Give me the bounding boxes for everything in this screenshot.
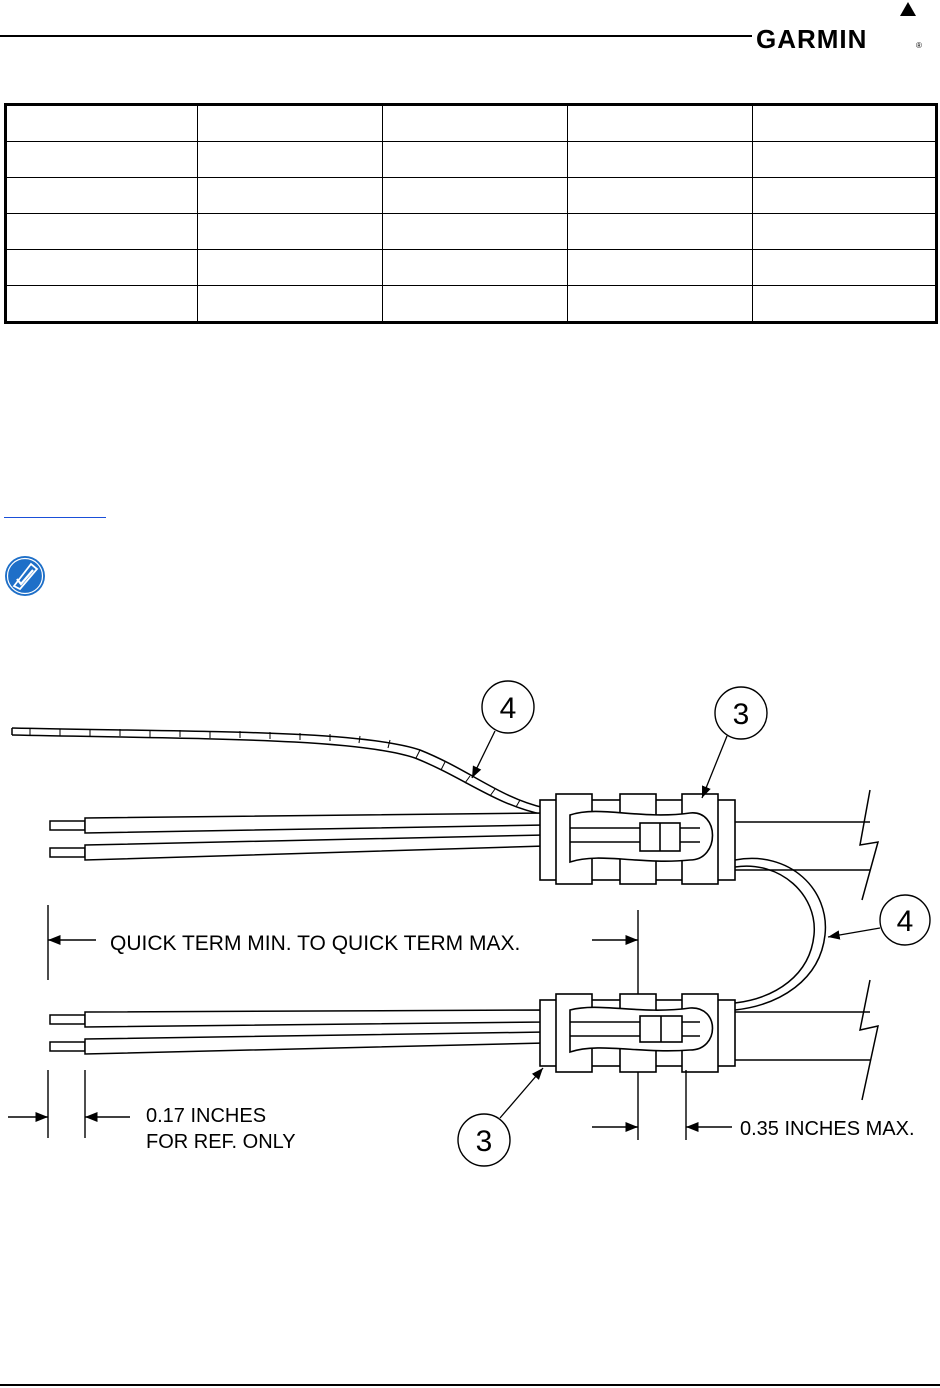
column-header — [753, 105, 937, 142]
callout-3-bottom — [458, 1068, 543, 1166]
table-cell — [383, 142, 568, 178]
table-cell — [753, 178, 937, 214]
note-pencil-icon — [4, 555, 46, 597]
table-cell — [568, 142, 753, 178]
callout-3-bottom-label: 3 — [475, 1125, 493, 1158]
cable-right-top — [735, 790, 878, 900]
solder-sleeve-top — [540, 794, 735, 884]
table-cell — [6, 178, 198, 214]
table-row — [6, 250, 937, 286]
table-cell — [198, 214, 383, 250]
header-rule — [0, 35, 752, 37]
table-cell — [6, 214, 198, 250]
callout-3-top-label: 3 — [732, 698, 750, 731]
table-cell — [6, 142, 198, 178]
table-cell — [6, 250, 198, 286]
table-cell — [198, 142, 383, 178]
column-header — [383, 105, 568, 142]
table-row — [6, 178, 937, 214]
table-row — [6, 286, 937, 323]
table-cell — [753, 250, 937, 286]
wires-bottom — [50, 1010, 545, 1054]
callout-4-right-label: 4 — [896, 905, 914, 938]
table-cell — [568, 286, 753, 323]
solder-sleeve-bottom — [540, 994, 735, 1072]
callout-4-right — [828, 895, 930, 945]
column-header — [198, 105, 383, 142]
quick-term-figure — [0, 670, 940, 1170]
table-cell — [198, 250, 383, 286]
shield-braid-top — [12, 728, 545, 815]
hyperlink-underline[interactable] — [4, 517, 106, 518]
logo-registered-mark: ® — [916, 41, 922, 50]
table-header-row — [6, 105, 937, 142]
table-cell — [753, 214, 937, 250]
column-header — [6, 105, 198, 142]
table-cell — [568, 214, 753, 250]
footer-rule — [0, 1384, 940, 1386]
logo-triangle-icon — [900, 2, 916, 16]
callout-3-top — [702, 687, 767, 798]
spec-table — [4, 103, 938, 324]
table-cell — [383, 286, 568, 323]
dim-035-label: 0.35 INCHES MAX. — [740, 1118, 915, 1140]
dim-017-line2: FOR REF. ONLY — [146, 1131, 296, 1153]
dimension-035 — [592, 1070, 732, 1140]
table-cell — [383, 250, 568, 286]
table-cell — [383, 178, 568, 214]
dimension-017 — [8, 1070, 130, 1138]
callout-4-top — [472, 681, 534, 778]
callout-4-top-label: 4 — [499, 692, 517, 725]
column-header — [568, 105, 753, 142]
table-cell — [198, 286, 383, 323]
braid-hatch-top — [30, 728, 520, 807]
shield-braid-jumper — [735, 858, 825, 1010]
table-row — [6, 214, 937, 250]
table-cell — [568, 250, 753, 286]
logo-text: GARMIN — [756, 24, 868, 54]
table-row — [6, 142, 937, 178]
dim-017-line1: 0.17 INCHES — [146, 1105, 267, 1127]
table-cell — [568, 178, 753, 214]
table-cell — [198, 178, 383, 214]
dim-quick-term-label: QUICK TERM MIN. TO QUICK TERM MAX. — [110, 932, 521, 955]
table-cell — [383, 214, 568, 250]
table-cell — [753, 142, 937, 178]
table-cell — [6, 286, 198, 323]
wires-top — [50, 813, 545, 860]
garmin-logo — [756, 18, 924, 52]
table-cell — [753, 286, 937, 323]
